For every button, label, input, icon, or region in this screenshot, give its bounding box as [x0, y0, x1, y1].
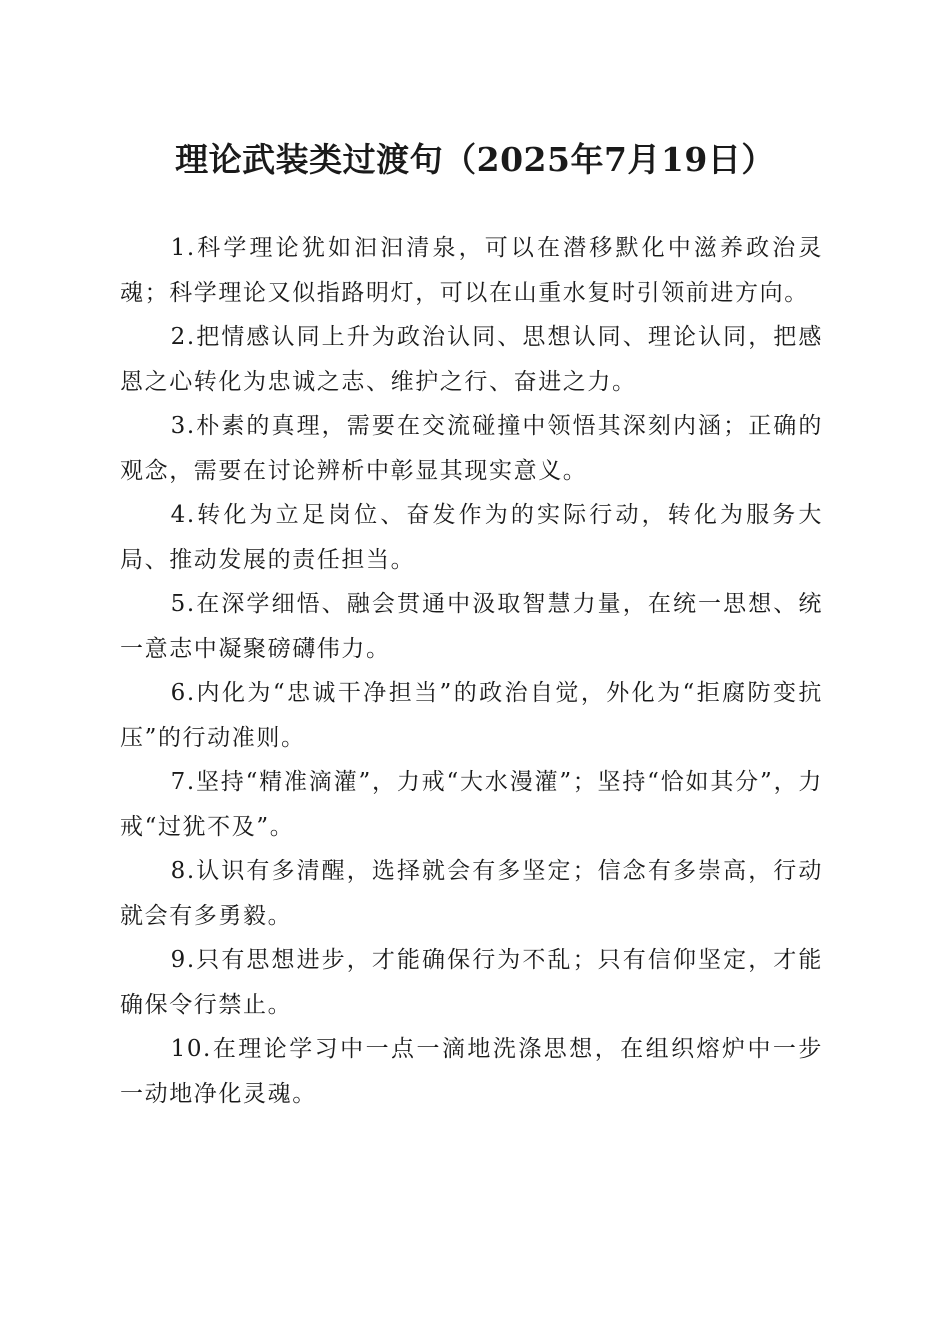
- paragraph-5: 5.在深学细悟、融会贯通中汲取智慧力量，在统一思想、统一意志中凝聚磅礴伟力。: [120, 591, 823, 662]
- document-body: [120, 226, 823, 1116]
- paragraph-3: 3.朴素的真理，需要在交流碰撞中领悟其深刻内涵；正确的观念，需要在讨论辨析中彰显其现实意义。: [120, 413, 823, 484]
- paragraph-10: 10.在理论学习中一点一滴地洗涤思想，在组织熔炉中一步一动地净化灵魂。: [120, 1036, 823, 1107]
- document-title: 理论武装类过渡句（2025年7月19日）: [175, 140, 775, 179]
- paragraph-2: 2.把情感认同上升为政治认同、思想认同、理论认同，把感恩之心转化为忠诚之志、维护之行、奋进之力。: [120, 324, 823, 395]
- paragraph-4: 4.转化为立足岗位、奋发作为的实际行动，转化为服务大局、推动发展的责任担当。: [120, 502, 823, 573]
- paragraph-1: 1.科学理论犹如汩汩清泉，可以在潜移默化中滋养政治灵魂；科学理论又似指路明灯，可以在山重水复时引领前进方向。: [120, 235, 823, 306]
- paragraph-8: 8.认识有多清醒，选择就会有多坚定；信念有多崇高，行动就会有多勇毅。: [120, 858, 823, 929]
- paragraph-9: 9.只有思想进步，才能确保行为不乱；只有信仰坚定，才能确保令行禁止。: [120, 947, 823, 1018]
- paragraph-7: 7.坚持“精准滴灌”，力戒“大水漫灌”；坚持“恰如其分”，力戒“过犹不及”。: [120, 769, 823, 840]
- paragraph-6: 6.内化为“忠诚干净担当”的政治自觉，外化为“拒腐防变抗压”的行动准则。: [120, 680, 823, 751]
